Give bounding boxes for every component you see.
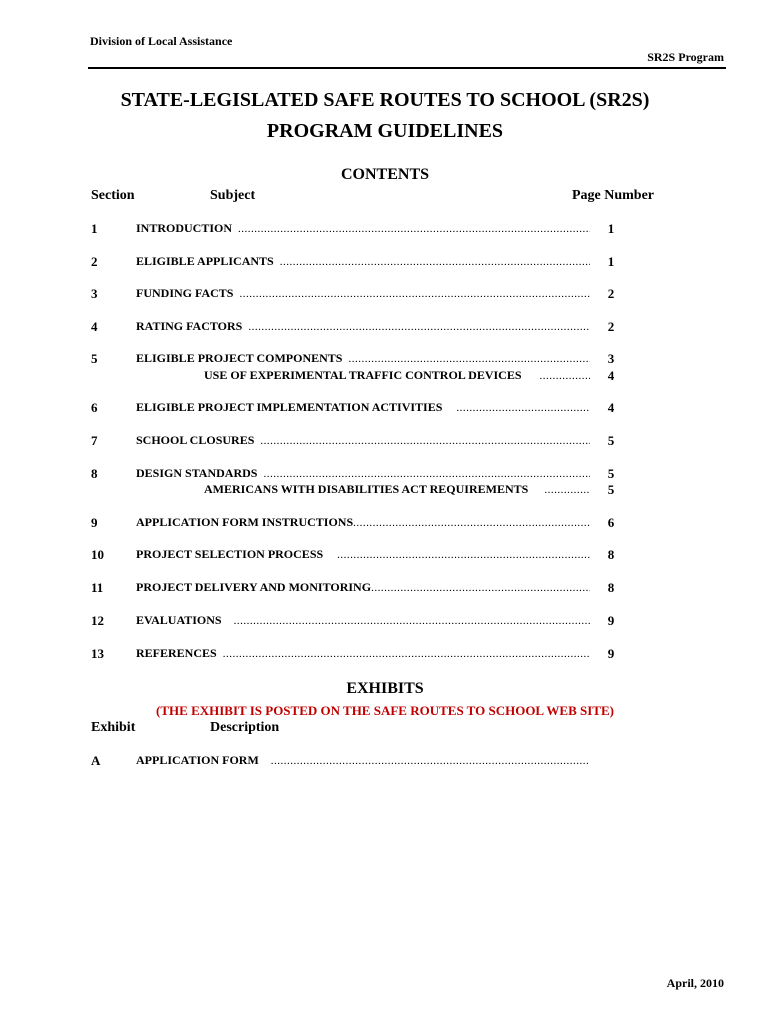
- toc-subrow[interactable]: [204, 368, 592, 383]
- dot-leader: [348, 353, 590, 365]
- dot-leader: [223, 648, 590, 660]
- col-section-heading: Section: [91, 188, 135, 203]
- document-title-line2: PROGRAM GUIDELINES: [266, 120, 504, 142]
- toc-row-page: 8: [607, 547, 615, 562]
- toc-row-page: 8: [607, 580, 615, 595]
- toc-row-page: 5: [607, 433, 615, 448]
- toc-row[interactable]: [136, 286, 592, 301]
- toc-row-number: 3: [91, 286, 98, 301]
- toc-row-label: ELIGIBLE APPLICANTS: [136, 254, 274, 268]
- toc-subrow-page: 5: [607, 482, 615, 497]
- document-title-line1: STATE-LEGISLATED SAFE ROUTES TO SCHOOL (SR2S): [120, 89, 650, 111]
- toc-row-label: APPLICATION FORM INSTRUCTIONS: [136, 515, 354, 529]
- toc-subrow-page: 4: [607, 368, 615, 383]
- toc-row-label: INTRODUCTION: [136, 221, 233, 235]
- toc-row[interactable]: [136, 547, 592, 562]
- toc-row-number: 11: [91, 580, 104, 595]
- toc-row[interactable]: [136, 646, 592, 661]
- toc-row-page: 1: [607, 221, 615, 236]
- toc-row-page: 2: [607, 286, 615, 301]
- toc-row-label: ELIGIBLE PROJECT IMPLEMENTATION ACTIVITIES: [136, 400, 443, 414]
- toc-row-number: 9: [91, 515, 98, 530]
- toc-row-label: PROJECT DELIVERY AND MONITORING: [136, 580, 372, 594]
- toc-subrow-label: USE OF EXPERIMENTAL TRAFFIC CONTROL DEVICES: [204, 368, 522, 382]
- toc-row-number: 4: [91, 319, 98, 334]
- toc-row-label: RATING FACTORS: [136, 319, 243, 333]
- header-program: SR2S Program: [647, 50, 724, 64]
- toc-row[interactable]: [136, 515, 592, 530]
- dot-leader: [456, 402, 590, 414]
- toc-row-label: DESIGN STANDARDS: [136, 466, 258, 480]
- header-division: Division of Local Assistance: [90, 34, 233, 48]
- toc-row[interactable]: [136, 580, 592, 595]
- toc-subrow-label: AMERICANS WITH DISABILITIES ACT REQUIREMENTS: [204, 482, 529, 496]
- footer-date: April, 2010: [666, 976, 724, 990]
- toc-row-number: 5: [91, 351, 98, 366]
- toc-row-label: EVALUATIONS: [136, 613, 222, 627]
- exhibit-row-label: APPLICATION FORM: [136, 753, 259, 767]
- toc-row[interactable]: [136, 319, 592, 334]
- contents-heading: CONTENTS: [340, 166, 430, 183]
- toc-row-label: SCHOOL CLOSURES: [136, 433, 255, 447]
- dot-leader: [248, 321, 590, 333]
- dot-leader: [371, 582, 590, 594]
- toc-row-page: 4: [607, 400, 615, 415]
- toc-row-page: 2: [607, 319, 615, 334]
- toc-row-number: 6: [91, 400, 98, 415]
- toc-row-number: 10: [91, 547, 104, 562]
- toc-row[interactable]: [136, 466, 592, 481]
- toc-row-number: 2: [91, 254, 98, 269]
- exhibits-heading: EXHIBITS: [346, 680, 424, 697]
- dot-leader: [540, 370, 591, 382]
- col-exhibit-heading: Exhibit: [91, 720, 136, 735]
- toc-row-label: PROJECT SELECTION PROCESS: [136, 547, 324, 561]
- exhibits-note: (THE EXHIBIT IS POSTED ON THE SAFE ROUTES TO SCHOOL WEB SITE): [156, 703, 614, 718]
- toc-subrow[interactable]: [204, 482, 592, 497]
- toc-row-label: FUNDING FACTS: [136, 286, 234, 300]
- toc-row-page: 1: [607, 254, 615, 269]
- col-description-heading: Description: [210, 720, 280, 735]
- toc-row-page: 5: [607, 466, 615, 481]
- header-rule: [88, 67, 726, 69]
- toc-row-label: ELIGIBLE PROJECT COMPONENTS: [136, 351, 343, 365]
- dot-leader: [337, 549, 590, 561]
- toc-row-number: 7: [91, 433, 98, 448]
- toc-row[interactable]: [136, 254, 592, 269]
- toc-row-label: REFERENCES: [136, 646, 217, 660]
- exhibit-row[interactable]: [136, 753, 592, 768]
- col-page-heading: Page Number: [571, 188, 654, 203]
- dot-leader: [353, 517, 590, 529]
- toc-row-number: 1: [91, 221, 98, 236]
- dot-leader: [234, 615, 590, 627]
- dot-leader: [260, 435, 590, 447]
- toc-row[interactable]: [136, 351, 592, 366]
- toc-row-page: 6: [607, 515, 615, 530]
- exhibit-row-letter: A: [91, 753, 101, 768]
- toc-row[interactable]: [136, 433, 592, 448]
- toc-row-number: 12: [91, 613, 104, 628]
- toc-row-number: 8: [91, 466, 98, 481]
- col-subject-heading: Subject: [210, 188, 256, 203]
- dot-leader: [238, 223, 590, 235]
- dot-leader: [280, 256, 590, 268]
- toc-row[interactable]: [136, 400, 592, 415]
- toc-row-page: 3: [607, 351, 615, 366]
- toc-row-page: 9: [607, 646, 615, 661]
- dot-leader: [239, 288, 590, 300]
- toc-row[interactable]: [136, 221, 592, 236]
- dot-leader: [263, 468, 590, 480]
- toc-row-page: 9: [607, 613, 615, 628]
- toc-row-number: 13: [91, 646, 104, 661]
- dot-leader: [271, 755, 590, 767]
- toc-row[interactable]: [136, 613, 592, 628]
- dot-leader: [544, 484, 590, 496]
